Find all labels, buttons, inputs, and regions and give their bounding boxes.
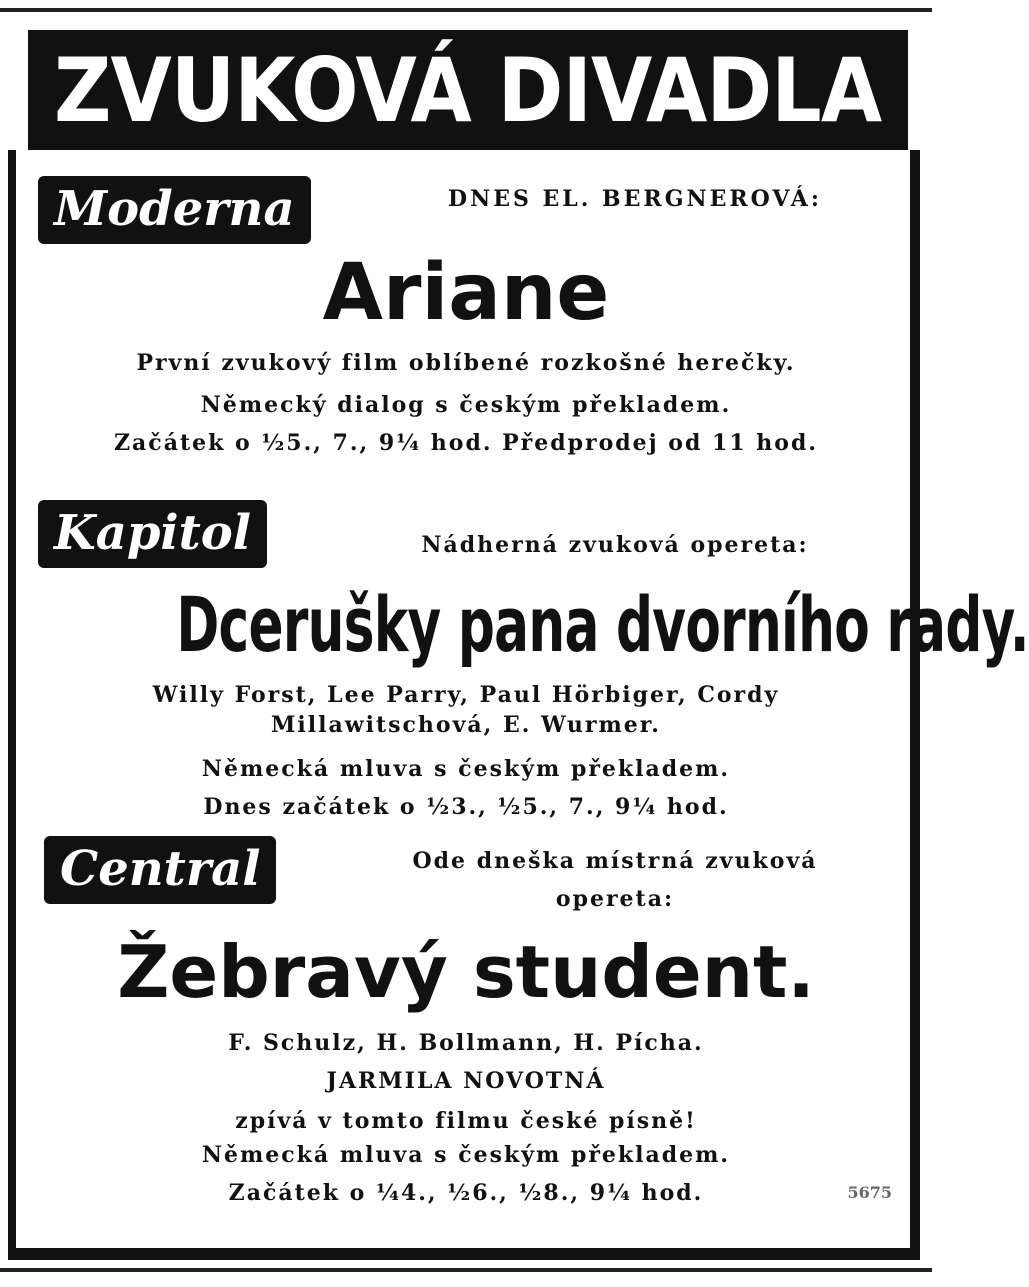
cinema-label-central: Central — [44, 836, 276, 904]
kapitol-line-3: Německá mluva s českým překladem. — [201, 756, 731, 782]
moderna-line-1: První zvukový film oblíbené rozkošné herečky. — [136, 350, 796, 376]
central-title: Žebravý student. — [117, 930, 815, 1014]
moderna-line-2: Německý dialog s českým překladem. — [200, 392, 732, 418]
bottom-rule — [0, 1268, 932, 1272]
central-line-1: F. Schulz, H. Bollmann, H. Pícha. — [228, 1030, 704, 1056]
top-rule — [0, 8, 932, 12]
cinema-label-kapitol: Kapitol — [38, 500, 267, 568]
moderna-title: Ariane — [322, 248, 610, 338]
central-line-3: zpívá v tomto filmu české písně! — [235, 1108, 697, 1134]
kapitol-intro: Nádherná zvuková opereta: — [421, 532, 809, 558]
kapitol-line-1: Willy Forst, Lee Parry, Paul Hörbiger, Cordy — [152, 682, 780, 708]
central-line-2: JARMILA NOVOTNÁ — [326, 1068, 606, 1094]
kapitol-line-4: Dnes začátek o ½3., ½5., 7., 9¼ hod. — [203, 794, 729, 820]
page-title: ZVUKOVÁ DIVADLA — [54, 38, 882, 142]
central-line-5: Začátek o ¼4., ½6., ½8., 9¼ hod. — [228, 1180, 704, 1206]
central-line-4: Německá mluva s českým překladem. — [201, 1142, 731, 1168]
moderna-line-3: Začátek o ½5., 7., 9¼ hod. Předprodej od 11 hod. — [113, 430, 819, 456]
kapitol-line-2: Millawitschová, E. Wurmer. — [271, 712, 661, 738]
moderna-intro: DNES EL. BERGNEROVÁ: — [448, 186, 822, 212]
ad-code-number: 5675 — [847, 1183, 892, 1202]
central-intro-1: Ode dneška místrná zvuková — [412, 848, 818, 874]
cinema-label-moderna: Moderna — [38, 176, 311, 244]
central-intro-2: opereta: — [555, 886, 675, 912]
page-header — [28, 30, 908, 150]
kapitol-title: Dcerušky pana dvorního rady. — [176, 580, 1029, 669]
